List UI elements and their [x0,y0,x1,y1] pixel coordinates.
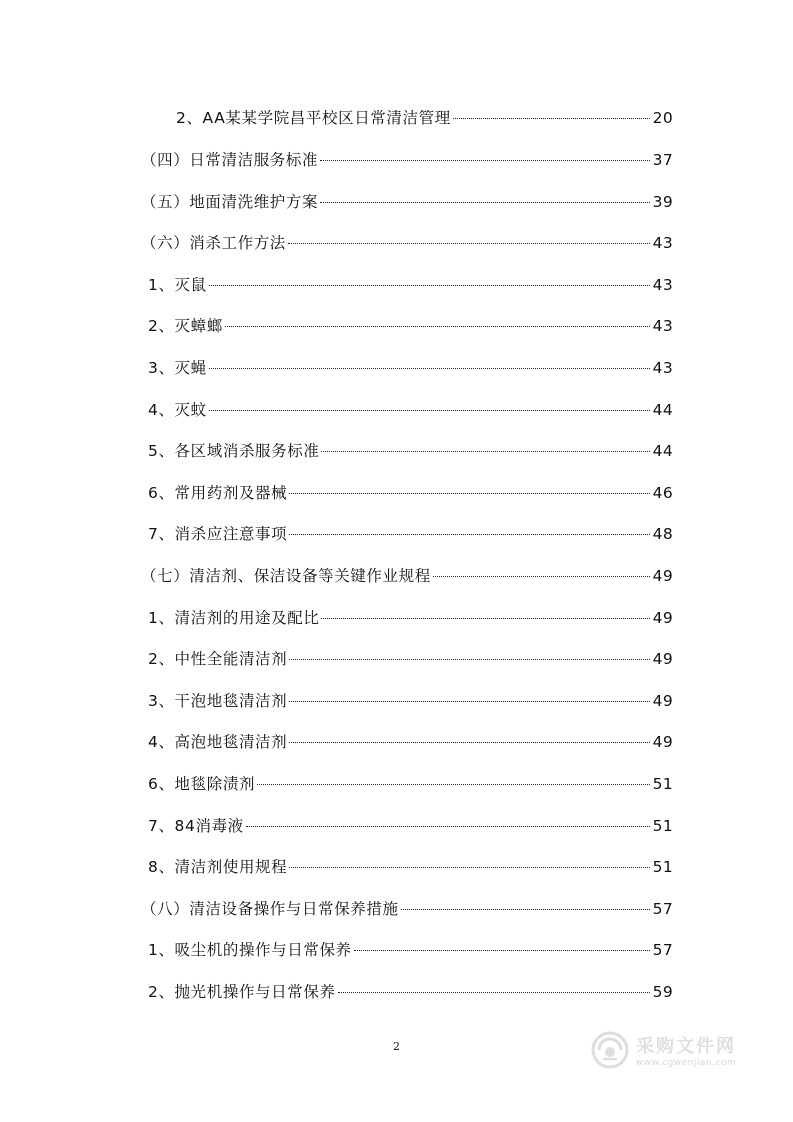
toc-entry[interactable] [148,273,673,297]
toc-entry-label: 1、吸尘机的操作与日常保养 [148,941,352,959]
toc-entry-page: 49 [652,692,673,710]
toc-dot-leader [289,493,649,494]
toc-entry[interactable] [148,689,673,713]
watermark [590,1025,760,1075]
toc-entry-page: 43 [652,234,673,252]
toc-entry[interactable] [148,314,673,338]
toc-entry-label: 1、灭鼠 [148,276,207,294]
toc-entry[interactable] [148,481,673,505]
toc-entry-label: 2、中性全能清洁剂 [148,650,288,668]
toc-entry-label: 3、干泡地毯清洁剂 [148,692,288,710]
toc-entry[interactable] [148,980,673,1004]
toc-entry-page: 44 [652,442,673,460]
toc-entry[interactable] [148,855,673,879]
toc-dot-leader [289,742,649,743]
toc-entry[interactable] [148,730,673,754]
watermark-url: www.cgwenjian.com [636,1058,737,1068]
toc-dot-leader [209,368,650,369]
toc-entry-label: 7、消杀应注意事项 [148,525,288,543]
toc-entry-page: 43 [652,317,673,335]
toc-entry[interactable] [141,231,673,255]
toc-entry-page: 59 [652,983,673,1001]
toc-entry-page: 44 [652,401,673,419]
toc-entry[interactable] [141,897,673,921]
toc-dot-leader [401,909,650,910]
toc-dot-leader [289,867,649,868]
toc-entry[interactable] [141,190,673,214]
toc-entry-page: 51 [652,817,673,835]
toc-entry-page: 57 [652,941,673,959]
toc-dot-leader [289,701,649,702]
toc-dot-leader [225,326,650,327]
toc-entry[interactable] [148,938,673,962]
watermark-name: 采购文件网 [636,1036,736,1057]
toc-entry-page: 51 [652,775,673,793]
toc-entry-page: 43 [652,359,673,377]
toc-entry-label: （四）日常清洁服务标准 [141,151,319,169]
toc-entry-page: 46 [652,484,673,502]
toc-entry-page: 43 [652,276,673,294]
toc-entry-label: 4、高泡地毯清洁剂 [148,733,288,751]
toc-entry-label: 2、AA某某学院昌平校区日常清洁管理 [176,109,451,127]
toc-dot-leader [246,826,650,827]
toc-entry[interactable] [148,398,673,422]
toc-entry-page: 20 [652,109,673,127]
toc-entry-label: （五）地面清洗维护方案 [141,193,319,211]
toc-entry-page: 49 [652,650,673,668]
toc-entry[interactable] [148,647,673,671]
toc-dot-leader [321,451,649,452]
toc-dot-leader [320,202,650,203]
toc-dot-leader [338,992,650,993]
toc-entry[interactable] [148,814,673,838]
toc-dot-leader [289,534,649,535]
toc-entry-label: 4、灭蚊 [148,401,207,419]
toc-entry-label: 2、灭蟑螂 [148,317,223,335]
toc-dot-leader [354,950,650,951]
toc-entry[interactable] [148,356,673,380]
toc-dot-leader [209,285,650,286]
toc-entry-page: 49 [652,733,673,751]
toc-entry[interactable] [148,772,673,796]
toc-entry-page: 49 [652,567,673,585]
toc-entry[interactable] [141,564,673,588]
toc-entry-label: 1、清洁剂的用途及配比 [148,609,320,627]
watermark-logo-icon [590,1030,630,1070]
toc-entry-page: 51 [652,858,673,876]
toc-dot-leader [209,410,650,411]
toc-dot-leader [288,243,650,244]
page-number: 2 [393,1040,400,1053]
toc-entry-label: 2、抛光机操作与日常保养 [148,983,336,1001]
toc-entry-label: （七）清洁剂、保洁设备等关键作业规程 [141,567,431,585]
toc-entry-label: 7、84消毒液 [148,817,244,835]
toc-dot-leader [433,576,650,577]
toc-entry-label: 5、各区域消杀服务标准 [148,442,320,460]
toc-entry-label: （六）消杀工作方法 [141,234,286,252]
toc-dot-leader [320,160,650,161]
toc-dot-leader [257,784,650,785]
toc-entry-label: 6、常用药剂及器械 [148,484,288,502]
toc-entry[interactable] [141,148,673,172]
toc-entry[interactable] [148,606,673,630]
toc-entry-label: 3、灭蝇 [148,359,207,377]
toc-dot-leader [453,118,650,119]
toc-entry-label: 6、地毯除渍剂 [148,775,256,793]
toc-entry-page: 48 [652,525,673,543]
toc-dot-leader [289,659,649,660]
toc-entry-page: 57 [652,900,673,918]
toc-entry-label: （八）清洁设备操作与日常保养措施 [141,900,399,918]
toc-dot-leader [321,618,649,619]
toc-entry[interactable] [176,106,673,130]
toc-entry-page: 37 [652,151,673,169]
toc-entry-page: 39 [652,193,673,211]
toc-entry[interactable] [148,439,673,463]
toc-entry[interactable] [148,522,673,546]
toc-entry-page: 49 [652,609,673,627]
toc-entry-label: 8、清洁剂使用规程 [148,858,288,876]
